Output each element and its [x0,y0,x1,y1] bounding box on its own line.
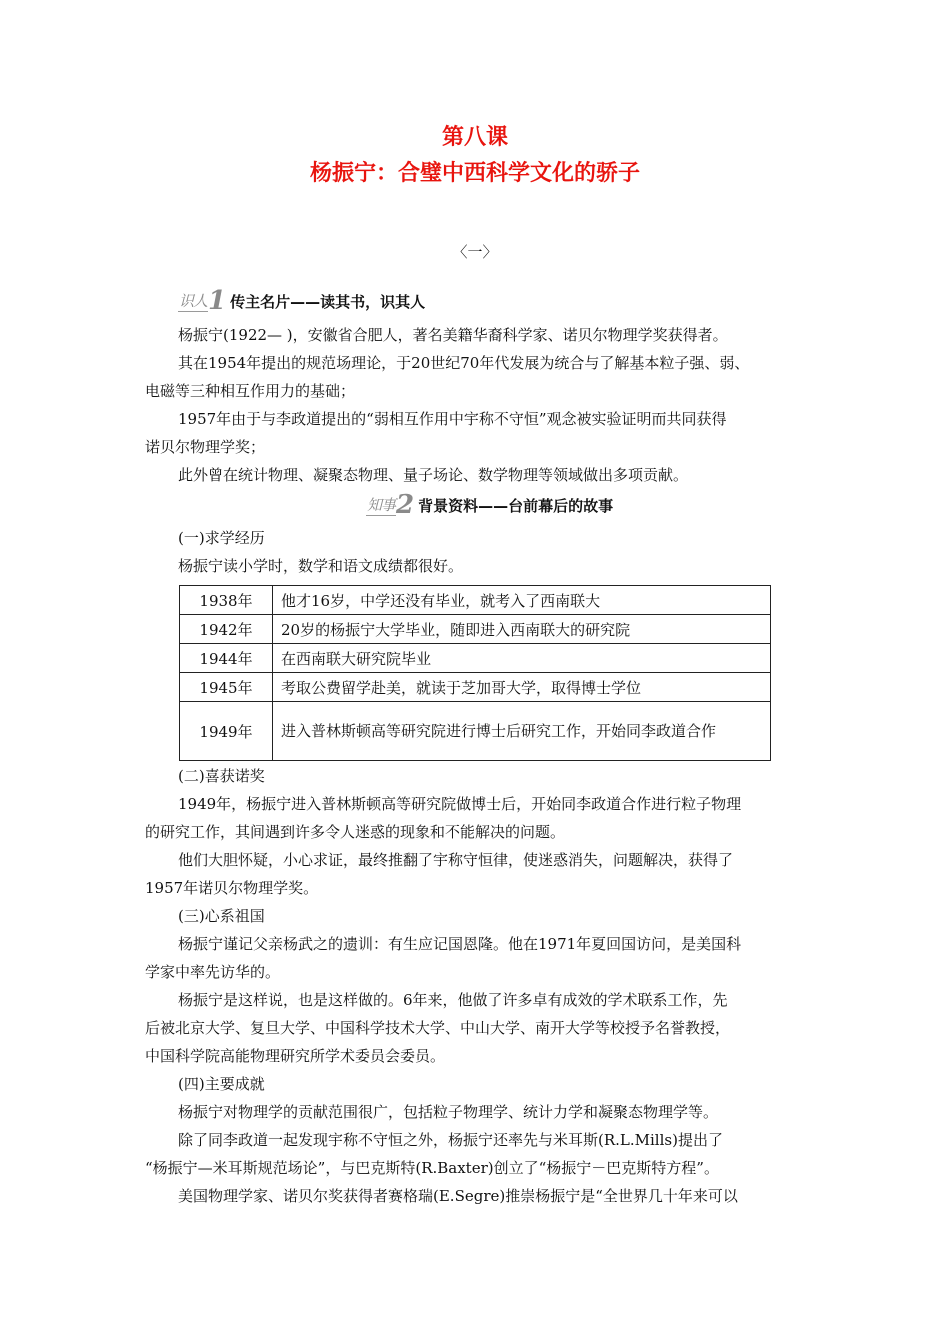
table-row [180,702,771,761]
subsection-study-text: 杨振宁读小学时，数学和语文成绩都很好。 [178,557,464,575]
achievements-para1: 杨振宁对物理学的贡献范围很广，包括粒子物理学、统计力学和凝聚态物理学等。 [178,1103,719,1121]
timeline-event: 考取公费留学赴美，就读于芝加哥大学，取得博士学位 [273,673,771,702]
timeline-table [179,585,771,761]
section2-heading-text: 背景资料——台前幕后的故事 [418,497,614,515]
homeland-para2-line1: 杨振宁是这样说，也是这样做的。6年来，他做了许多卓有成效的学术联系工作，先 [178,991,728,1009]
table-row [180,644,771,673]
section1-para2-line1: 其在1954年提出的规范场理论，于20世纪70年代发展为统合与了解基本粒子强、弱、 [178,354,750,372]
section1-para2-line2: 电磁等三种相互作用力的基础； [145,382,356,400]
section2-badge-word: 知事 [367,496,396,514]
lesson-title: 第八课 [441,125,508,150]
achievements-para2-line2: “杨振宁—米耳斯规范场论”，与巴克斯特(R.Baxter)创立了“杨振宁－巴克斯特方程”。 [145,1159,719,1177]
subsection-nobel-title: (二)喜获诺奖 [178,767,265,785]
homeland-para1-line2: 学家中率先访华的。 [145,963,281,981]
timeline-year: 1949年 [180,702,273,761]
nobel-para2-line1: 他们大胆怀疑，小心求证，最终推翻了宇称守恒律，使迷惑消失，问题解决，获得了 [178,851,734,869]
nobel-para1-line1: 1949年，杨振宁进入普林斯顿高等研究院做博士后，开始同李政道合作进行粒子物理 [178,795,742,813]
section1-heading [178,286,426,316]
table-row [180,615,771,644]
timeline-year: 1944年 [180,644,273,673]
achievements-para3: 美国物理学家、诺贝尔奖获得者赛格瑞(E.Segre)推崇杨振宁是“全世界几十年来可以 [178,1187,738,1205]
subsection-study-title: (一)求学经历 [178,529,265,547]
table-row [180,586,771,615]
subsection-homeland-title: (三)心系祖国 [178,907,265,925]
homeland-para1-line1: 杨振宁谨记父亲杨武之的遗训：有生应记国恩隆。他在1971年夏回国访问，是美国科 [178,935,742,953]
homeland-para2-line3: 中国科学院高能物理研究所学术委员会委员。 [145,1047,446,1065]
section1-heading-text: 传主名片——读其书，识其人 [230,293,426,311]
homeland-para2-line2: 后被北京大学、复旦大学、中国科学技术大学、中山大学、南开大学等校授予名誉教授， [145,1019,731,1037]
section1-para4: 此外曾在统计物理、凝聚态物理、量子场论、数学物理等领域做出多项贡献。 [178,466,689,484]
timeline-year: 1945年 [180,673,273,702]
timeline-event: 进入普林斯顿高等研究院进行博士后研究工作，开始同李政道合作 [273,702,771,761]
timeline-event: 他才16岁，中学还没有毕业，就考入了西南联大 [273,586,771,615]
part-marker: 〈一〉 [452,243,498,261]
lesson-subtitle: 杨振宁：合璧中西科学文化的骄子 [309,161,640,186]
section1-para3-line1: 1957年由于与李政道提出的“弱相互作用中宇称不守恒”观念被实验证明而共同获得 [178,410,727,428]
table-row [180,673,771,702]
section1-badge-word: 识人 [179,292,208,310]
timeline-event: 20岁的杨振宁大学毕业，随即进入西南联大的研究院 [273,615,771,644]
timeline-year: 1938年 [180,586,273,615]
achievements-para2-line1: 除了同李政道一起发现宇称不守恒之外，杨振宁还率先与米耳斯(R.L.Mills)提出了 [178,1131,723,1149]
subsection-achievements-title: (四)主要成就 [178,1075,265,1093]
timeline-year: 1942年 [180,615,273,644]
nobel-para1-line2: 的研究工作，其间遇到许多令人迷惑的现象和不能解决的问题。 [145,823,566,841]
section2-heading [366,490,614,520]
section1-para1: 杨振宁(1922— )，安徽省合肥人，著名美籍华裔科学家、诺贝尔物理学奖获得者。 [178,326,728,344]
section2-badge-number: 2 [396,490,415,520]
section1-para3-line2: 诺贝尔物理学奖； [145,438,266,456]
timeline-event: 在西南联大研究院毕业 [273,644,771,673]
nobel-para2-line2: 1957年诺贝尔物理学奖。 [145,879,319,897]
section1-badge-number: 1 [208,286,227,316]
